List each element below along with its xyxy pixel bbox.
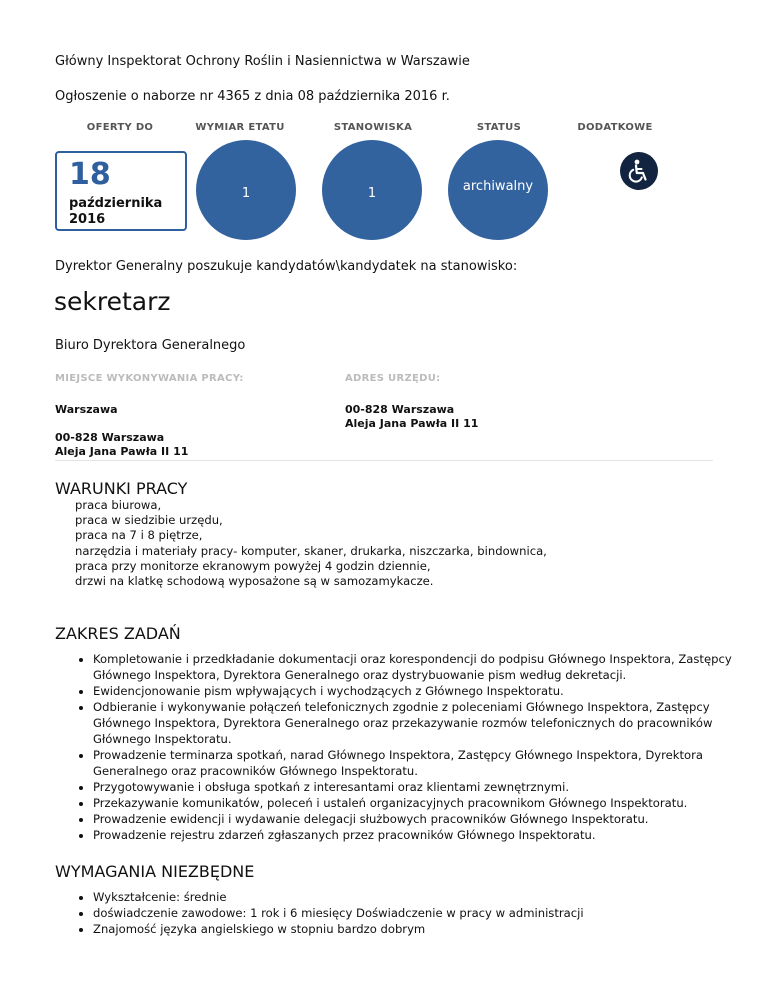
list-item: • Ewidencjonowanie pism wpływających i wychodzących z Głównego Inspektoratu. (93, 683, 763, 699)
conditions-list (75, 498, 547, 589)
deadline-month: października 2016 (69, 196, 163, 227)
col-header-status: STATUS (476, 122, 522, 133)
duties-heading: ZAKRES ZADAŃ (55, 624, 181, 643)
positions-value: 1 (367, 186, 377, 201)
intro-text: Dyrektor Generalny poszukuje kandydatów\kandydatek na stanowisko: (55, 259, 518, 274)
wheelchair-icon (620, 152, 658, 190)
conditions-line: drzwi na klatkę schodową wyposażone są w samozamykacze. (75, 574, 434, 589)
list-item: • Przygotowywanie i obsługa spotkań z interesantami oraz klientami zewnętrznymi. (93, 779, 763, 795)
conditions-line: praca na 7 i 8 piętrze, (75, 528, 203, 543)
conditions-line: praca biurowa, (75, 498, 162, 512)
list-item: • Odbieranie i wykonywanie połączeń telefonicznych zgodnie z poleceniami Głównego Inspektora, Zastępcy Głównego Inspektora, Dyrektora Generalnego oraz przekazywanie rozmów telefonicznych do pracowników Głównego Inspektoratu. (93, 699, 763, 747)
work-place-city: Warszawa (55, 403, 118, 416)
conditions-line: praca przy monitorze ekranowym powyżej 4 godzin dziennie, (75, 558, 431, 573)
col-header-deadline: OFERTY DO (86, 122, 154, 133)
etat-circle (196, 140, 296, 240)
office-address-label: ADRES URZĘDU: (345, 373, 441, 384)
divider (55, 460, 713, 461)
requirements-heading: WYMAGANIA NIEZBĘDNE (55, 862, 255, 881)
institution-name: Główny Inspektorat Ochrony Roślin i Nasiennictwa w Warszawie (55, 54, 470, 69)
positions-circle (322, 140, 422, 240)
list-item: • Prowadzenie ewidencji i wydawanie delegacji służbowych pracowników Głównego Inspektoratu. (93, 811, 763, 827)
conditions-heading: WARUNKI PRACY (55, 479, 188, 498)
list-item: • Znajomość języka angielskiego w stopniu bardzo dobrym (93, 921, 763, 937)
deadline-box (55, 151, 187, 231)
conditions-line: praca w siedzibie urzędu, (75, 513, 223, 528)
office-address: 00-828 Warszawa Aleja Jana Pawła II 11 (345, 403, 479, 430)
conditions-line: narzędzia i materiały pracy- komputer, skaner, drukarka, niszczarka, bindownica, (75, 543, 547, 558)
position-title: sekretarz (54, 287, 171, 316)
list-item: • Prowadzenie terminarza spotkań, narad Głównego Inspektora, Zastępcy Głównego Inspektora, Dyrektora Generalnego oraz pracowników Głównego Inspektoratu. (93, 747, 763, 779)
col-header-extra: DODATKOWE (577, 122, 653, 133)
list-item: • doświadczenie zawodowe: 1 rok i 6 miesięcy Doświadczenie w pracy w administracji (93, 905, 763, 921)
list-item: • Prowadzenie rejestru zdarzeń zgłaszanych przez pracowników Głównego Inspektoratu. (93, 827, 763, 843)
status-circle (448, 140, 548, 240)
list-item: • Przekazywanie komunikatów, poleceń i ustaleń organizacyjnych pracownikom Głównego Inspektoratu. (93, 795, 763, 811)
list-item: • Kompletowanie i przedkładanie dokumentacji oraz korespondencji do podpisu Głównego Inspektora, Zastępcy Głównego Inspektora, Dyrektora Generalnego oraz dystrybuowanie pism według dekretacji. (93, 651, 763, 683)
col-header-etat: WYMIAR ETATU (195, 122, 285, 133)
requirements-list (55, 889, 763, 937)
deadline-day: 18 (69, 157, 111, 192)
announcement-line: Ogłoszenie o naborze nr 4365 z dnia 08 października 2016 r. (55, 89, 450, 104)
work-place-label: MIEJSCE WYKONYWANIA PRACY: (55, 373, 244, 384)
status-value: archiwalny (462, 179, 534, 194)
list-item: • Wykształcenie: średnie (93, 889, 763, 905)
etat-value: 1 (241, 186, 251, 201)
duties-list (55, 651, 763, 843)
col-header-positions: STANOWISKA (333, 122, 413, 133)
work-place-address: 00-828 Warszawa Aleja Jana Pawła II 11 (55, 431, 189, 458)
department-name: Biuro Dyrektora Generalnego (55, 338, 246, 353)
